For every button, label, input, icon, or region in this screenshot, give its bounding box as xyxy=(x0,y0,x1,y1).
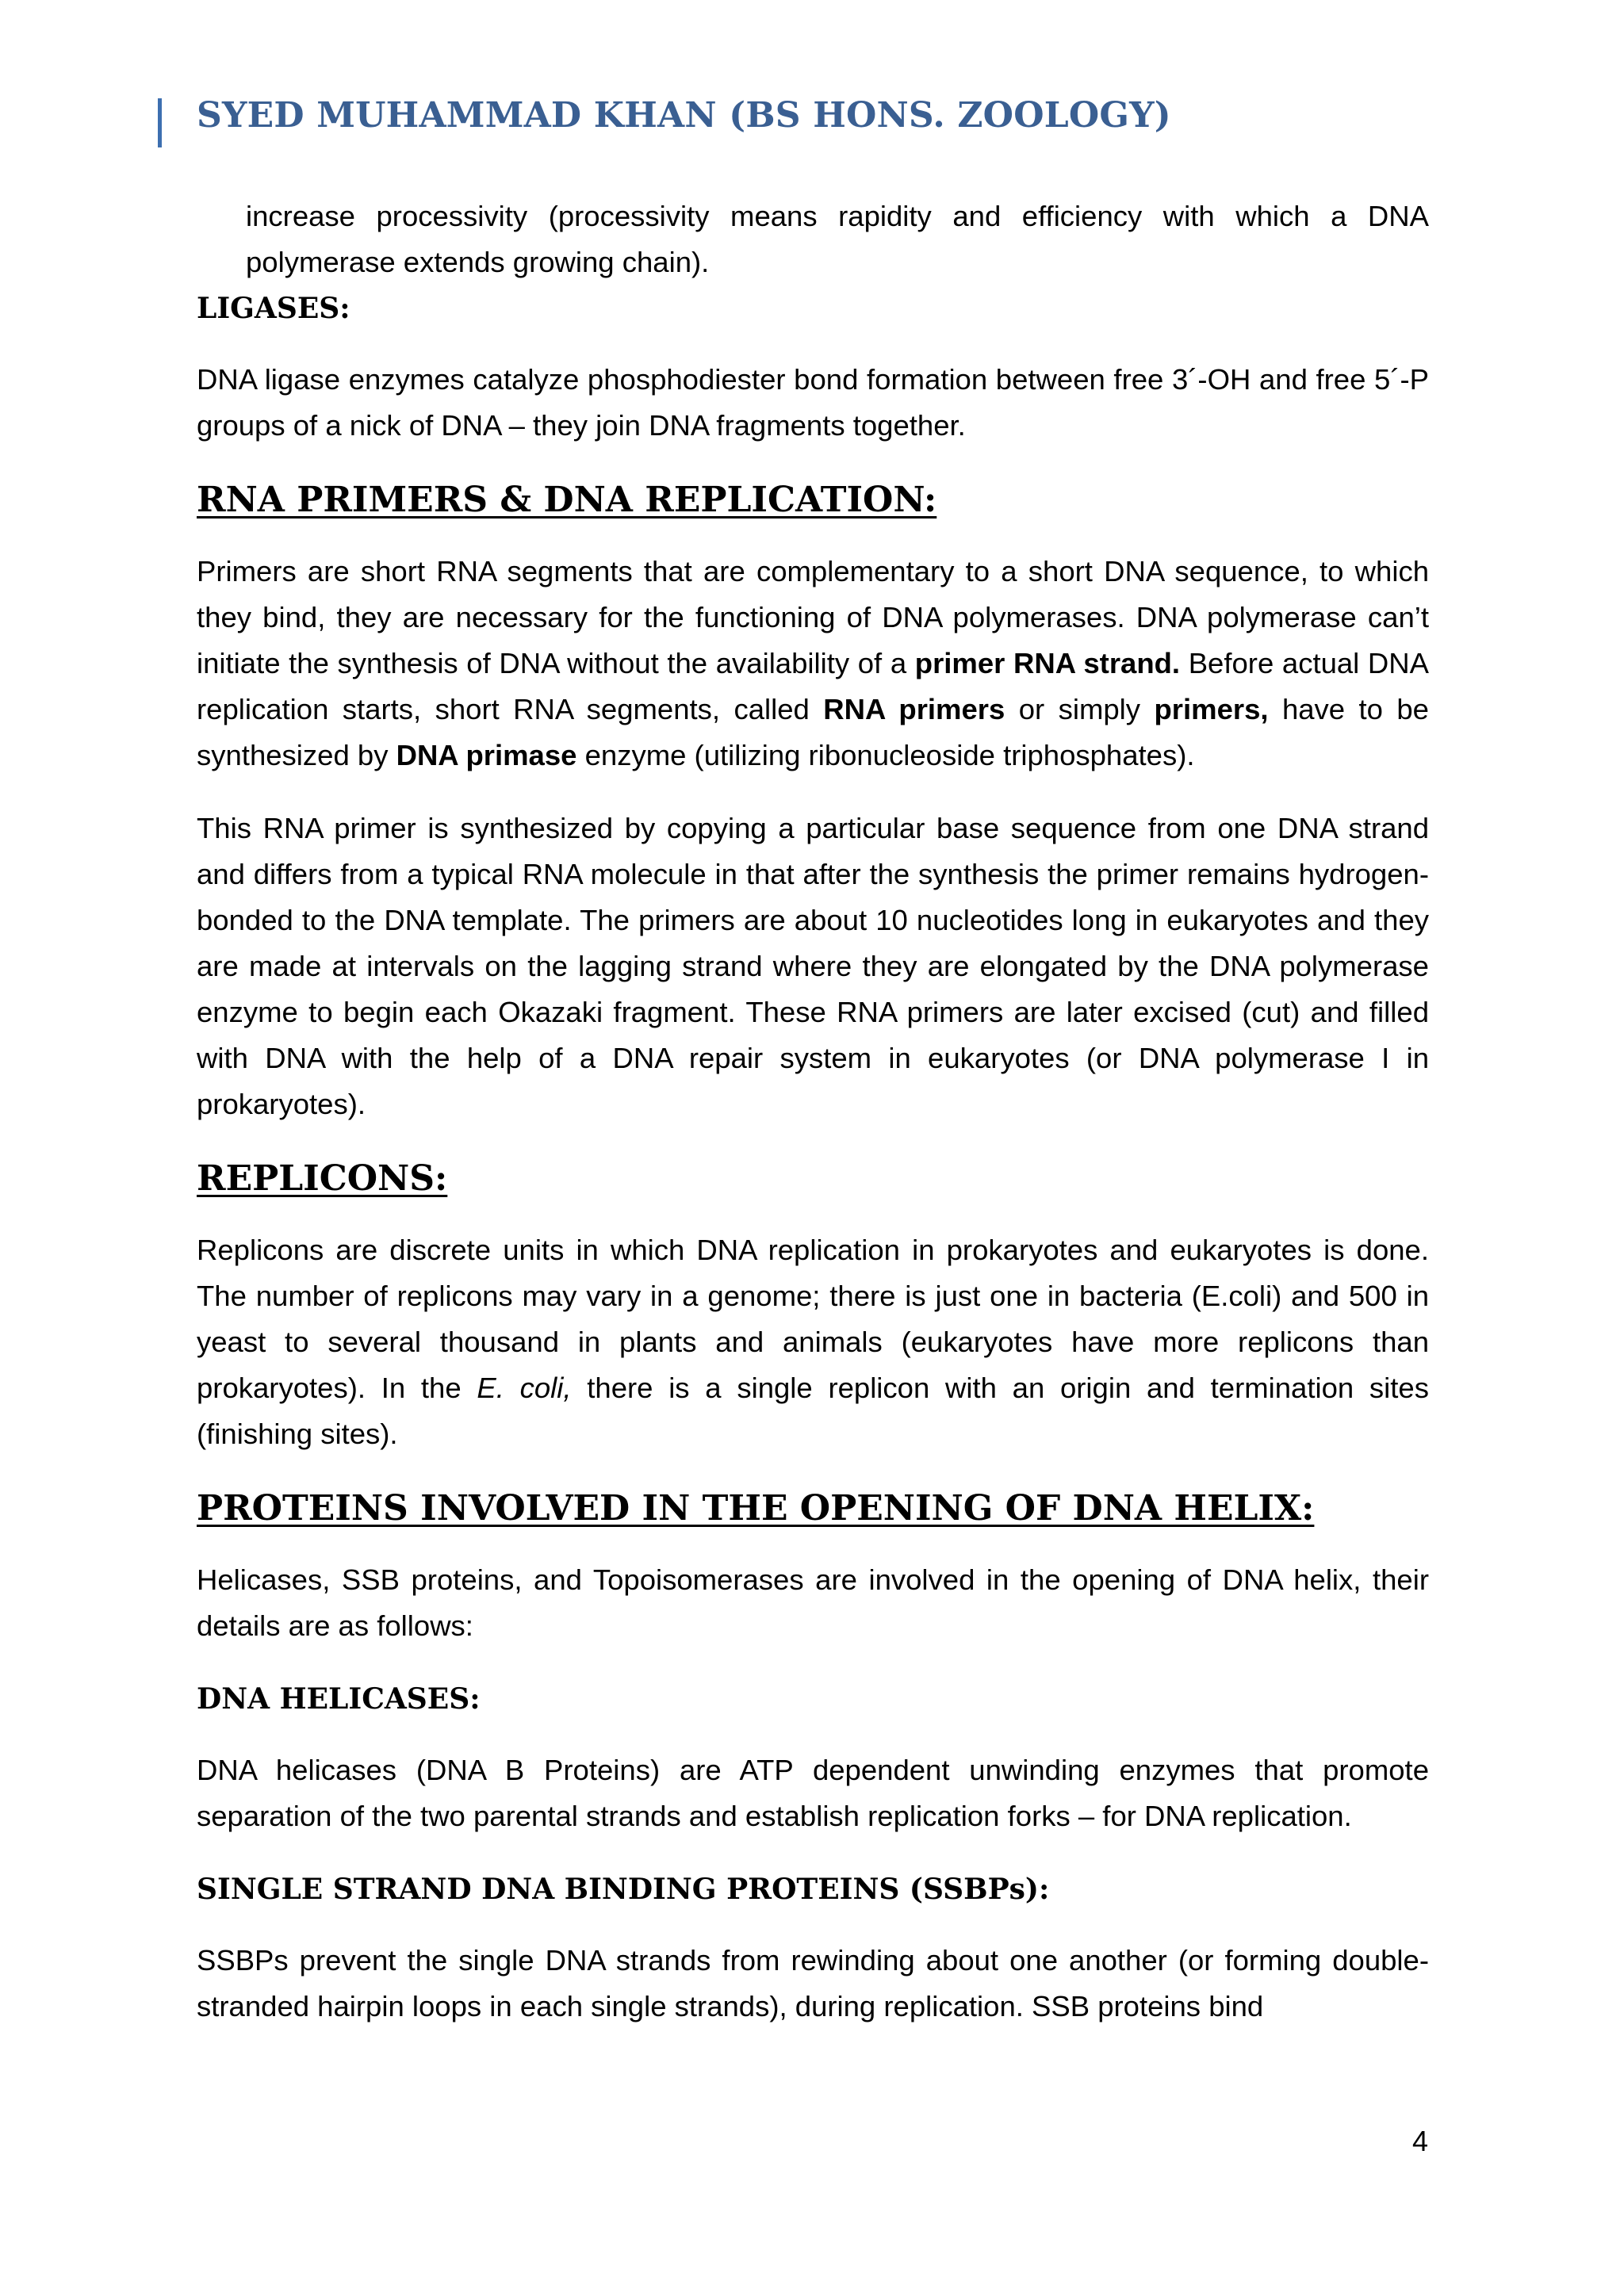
dna-primase-term: DNA primase xyxy=(396,739,577,771)
rna-primers-term: RNA primers xyxy=(823,693,1005,725)
rna-primers-heading: RNA PRIMERS & DNA REPLICATION: xyxy=(197,480,937,520)
replicons-heading: REPLICONS: xyxy=(197,1158,448,1199)
replicons-paragraph: Replicons are discrete units in which DNA replication in prokaryotes and eukaryotes is done. The number of replicons may vary in a genome; there is just one in bacteria (E.coli) and 500 in yeast to several thousand in plants and animals (eukaryotes have more replicons than prokaryotes). In the E. coli, there is a single replicon with an origin and termination sites (finishing sites). xyxy=(197,1234,1429,1450)
primer-rna-strand-term: primer RNA strand. xyxy=(914,647,1181,679)
ssbps-paragraph: SSBPs prevent the single DNA strands from rewinding about one another (or forming double-stranded hairpin loops in each single strands), during replication. SSB proteins bind xyxy=(197,1944,1429,2022)
dna-helicases-heading: DNA HELICASES: xyxy=(197,1682,481,1716)
ligases-heading: LIGASES: xyxy=(197,292,350,325)
e-coli-term: E. coli, xyxy=(477,1372,572,1404)
rna-primers-paragraph-1: Primers are short RNA segments that are complementary to a short DNA sequence, to which they bind, they are necessary for the functioning of DNA polymerases. DNA polymerase can’t initiate the synthesis of DNA without the availability of a primer RNA strand. Before actual DNA replication starts, short RNA segments, called RNA primers or simply primers, have to be synthesized by DNA primase enzyme (utilizing ribonucleoside triphosphates). xyxy=(197,555,1429,771)
dna-helix-opening-intro: Helicases, SSB proteins, and Topoisomerases are involved in the opening of DNA helix, their details are as follows: xyxy=(197,1563,1429,1642)
rna-primers-paragraph-2: This RNA primer is synthesized by copying a particular base sequence from one DNA strand and differs from a typical RNA molecule in that after the synthesis the primer remains hydrogen-bonded to the DNA template. The primers are about 10 nucleotides long in eukaryotes and they are made at intervals on the lagging strand where they are elongated by the DNA polymerase enzyme to begin each Okazaki fragment. These RNA primers are later excised (cut) and filled with DNA with the help of a DNA repair system in eukaryotes (or DNA polymerase I in prokaryotes). xyxy=(197,812,1429,1120)
ssbps-heading: SINGLE STRAND DNA BINDING PROTEINS (SSBPs): xyxy=(197,1873,1050,1906)
page-header-title: SYED MUHAMMAD KHAN (BS HONS. ZOOLOGY) xyxy=(197,95,1171,136)
continuation-paragraph: increase processivity (processivity means rapidity and efficiency with which a DNA polymerase extends growing chain). xyxy=(246,200,1429,278)
page-number: 4 xyxy=(1411,2125,1428,2157)
primers-term: primers, xyxy=(1154,693,1269,725)
document-body xyxy=(197,193,1429,2030)
dna-helix-opening-heading: PROTEINS INVOLVED IN THE OPENING OF DNA HELIX: xyxy=(197,1488,1315,1529)
dna-helicases-paragraph: DNA helicases (DNA B Proteins) are ATP dependent unwinding enzymes that promote separation of the two parental strands and establish replication forks – for DNA replication. xyxy=(197,1754,1429,1832)
header-accent-bar xyxy=(158,98,162,147)
ligases-paragraph: DNA ligase enzymes catalyze phosphodiester bond formation between free 3´-OH and free 5´-P groups of a nick of DNA – they join DNA fragments together. xyxy=(197,363,1429,442)
